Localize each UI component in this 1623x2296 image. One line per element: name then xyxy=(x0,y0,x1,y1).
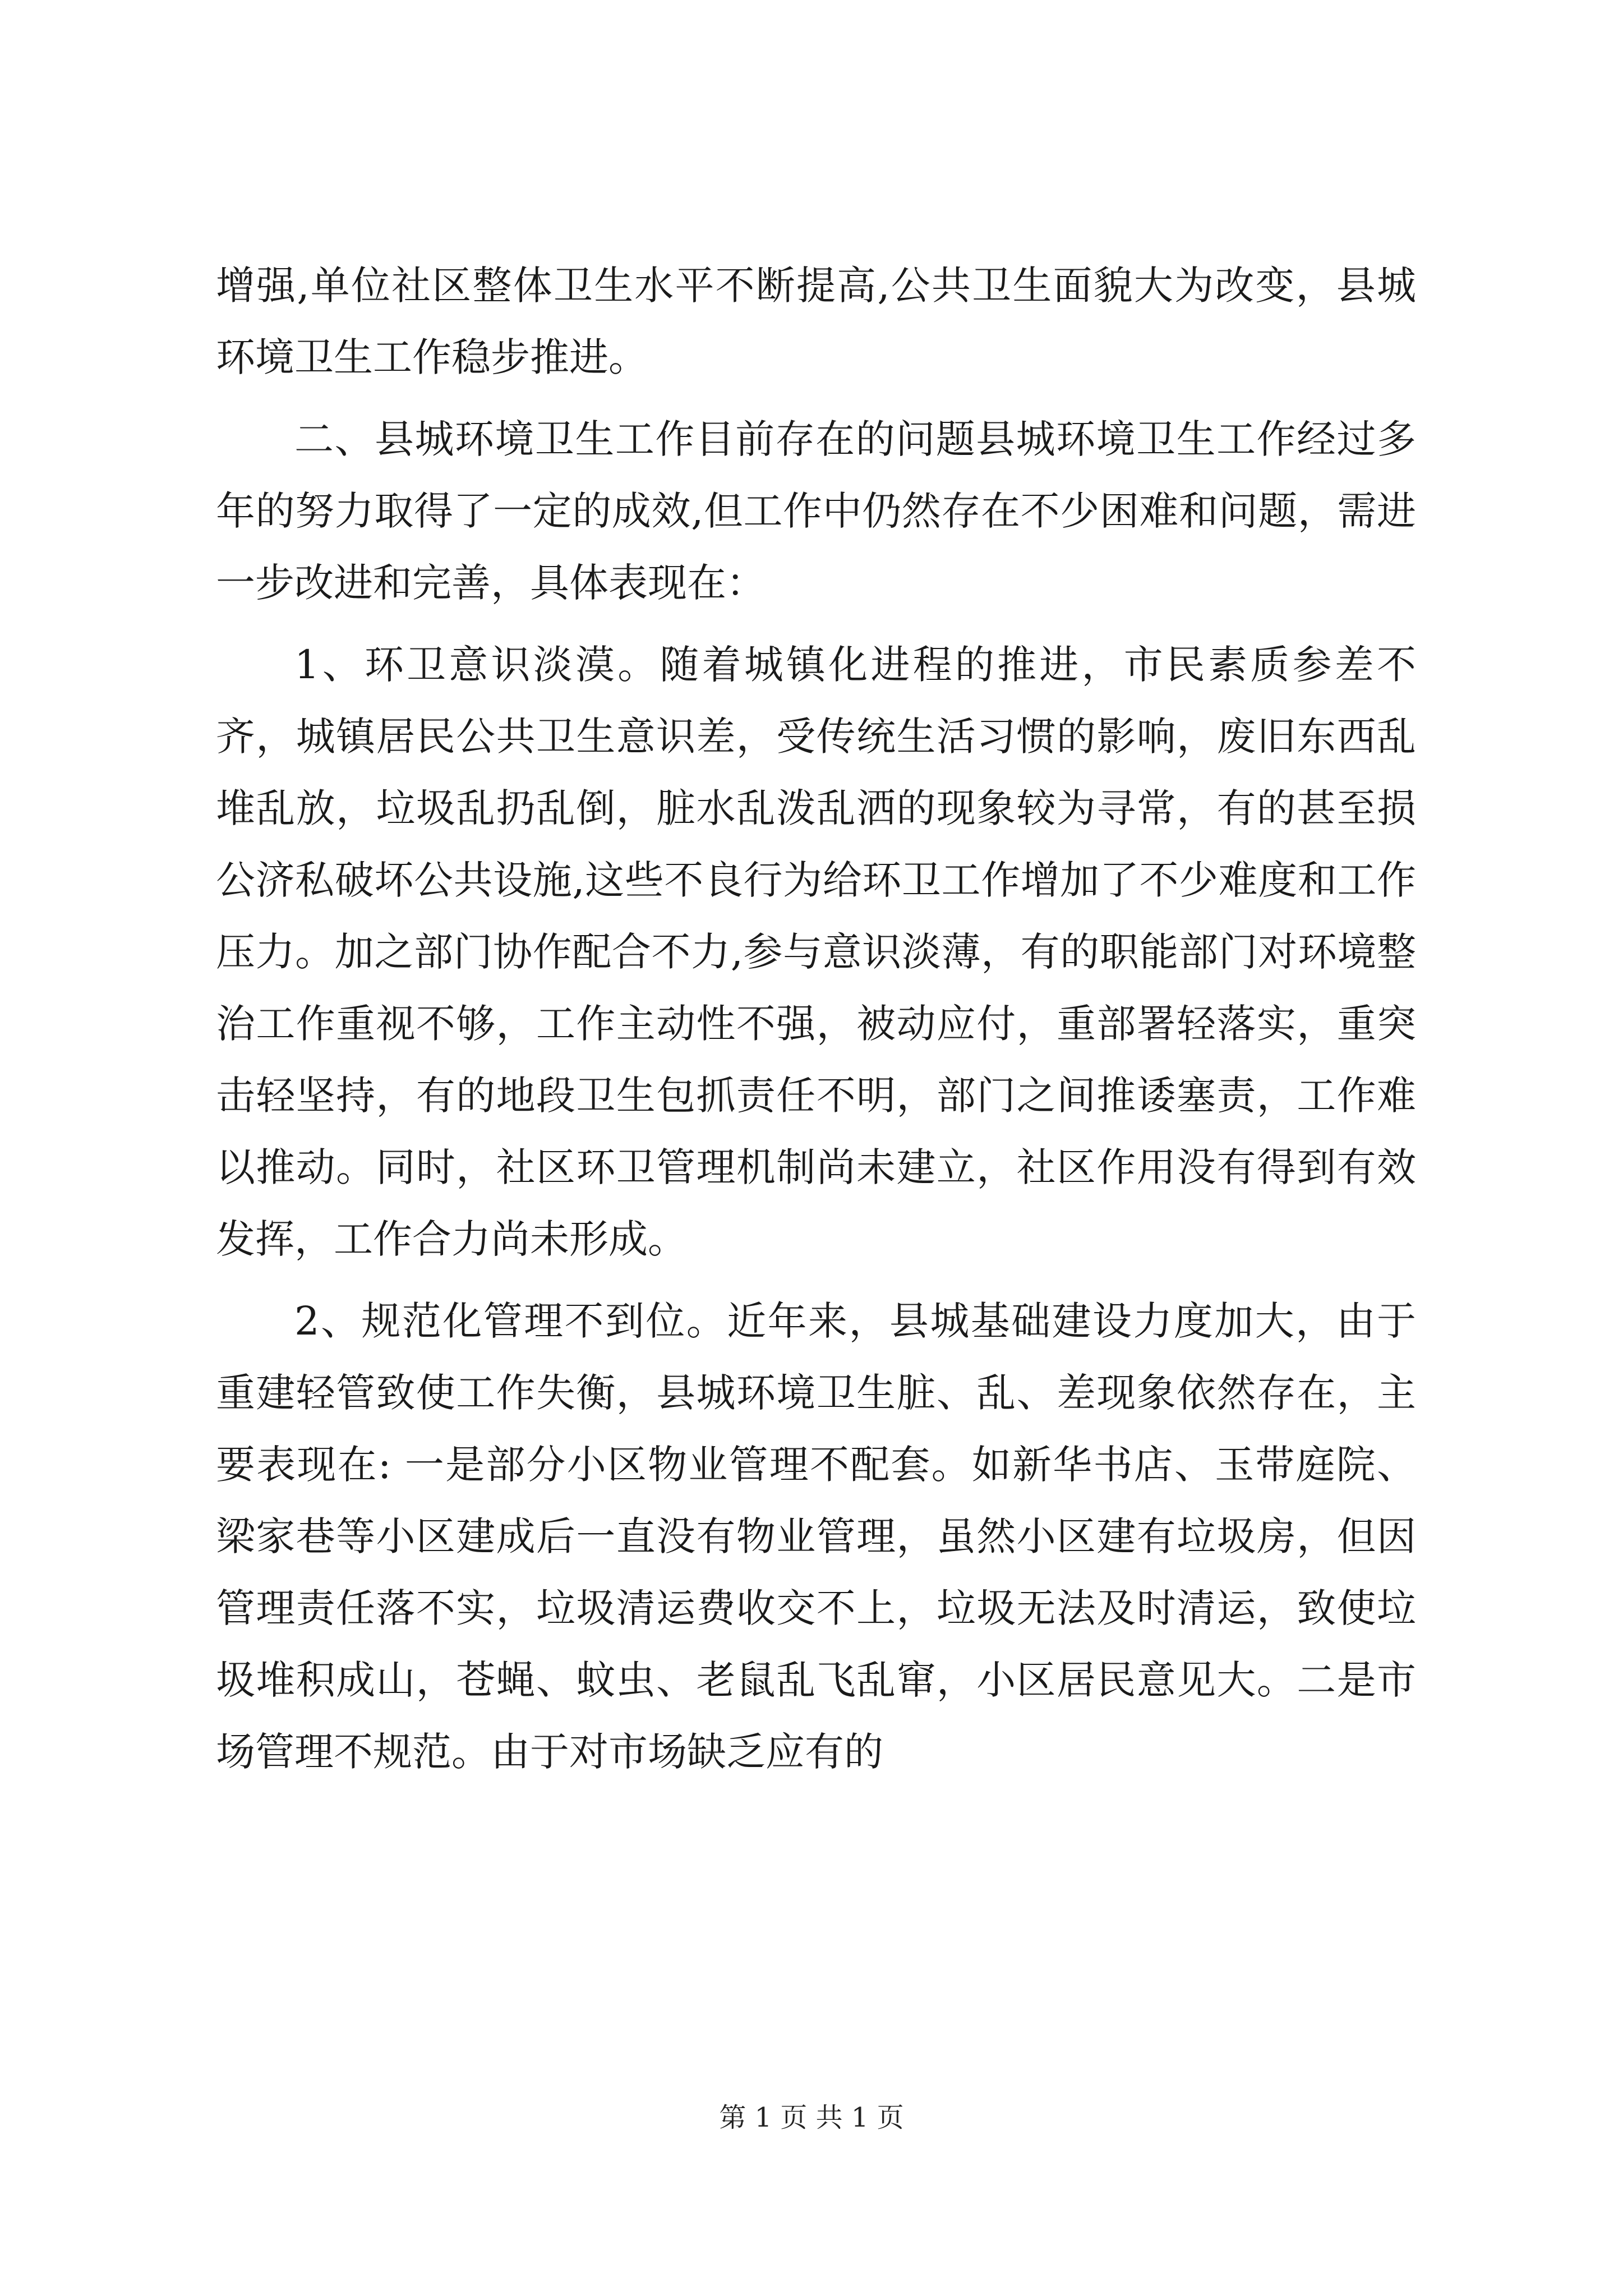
paragraph-continuation: 增强,单位社区整体卫生水平不断提高,公共卫生面貌大为改变，县城环境卫生工作稳步推进。 xyxy=(216,263,1416,380)
page-footer: 第 1 页 共 1 页 xyxy=(719,2102,904,2133)
paragraph-section-two-heading: 二、县城环境卫生工作目前存在的问题县城环境卫生工作经过多年的努力取得了一定的成效,但工作中仍然存在不少困难和问题，需进一步改进和完善，具体表现在： xyxy=(216,416,1416,606)
paragraph-item-1: 1、环卫意识淡漠。随着城镇化进程的推进，市民素质参差不齐，城镇居民公共卫生意识差，受传统生活习惯的影响，废旧东西乱堆乱放，垃圾乱扔乱倒，脏水乱泼乱洒的现象较为寻常，有的甚至损公济私破坏公共设施,这些不良行为给环卫工作增加了不少难度和工作压力。加之部门协作配合不力,参与意识淡薄，有的职能部门对环境整治工作重视不够，工作主动性不强，被动应付，重部署轻落实，重突击轻坚持，有的地段卫生包抓责任不明，部门之间推诿塞责，工作难以推动。同时，社区环卫管理机制尚未建立，社区作用没有得到有效发挥，工作合力尚未形成。 xyxy=(216,642,1416,1262)
paragraph-item-2: 2、规范化管理不到位。近年来，县城基础建设力度加大，由于重建轻管致使工作失衡，县城环境卫生脏、乱、差现象依然存在，主要表现在: 一是部分小区物业管理不配套。如新华书店、玉带庭院、梁家巷等小区建成后一直没有物业管理，虽然小区建有垃圾房，但因管理责任落不实，垃圾清运费收交不上，垃圾无法及时清运，致使垃圾堆积成山，苍蝇、蚊虫、老鼠乱飞乱窜，小区居民意见大。二是市场管理不规范。由于对市场缺乏应有的 xyxy=(216,1298,1416,1775)
document-body xyxy=(216,250,1416,1788)
